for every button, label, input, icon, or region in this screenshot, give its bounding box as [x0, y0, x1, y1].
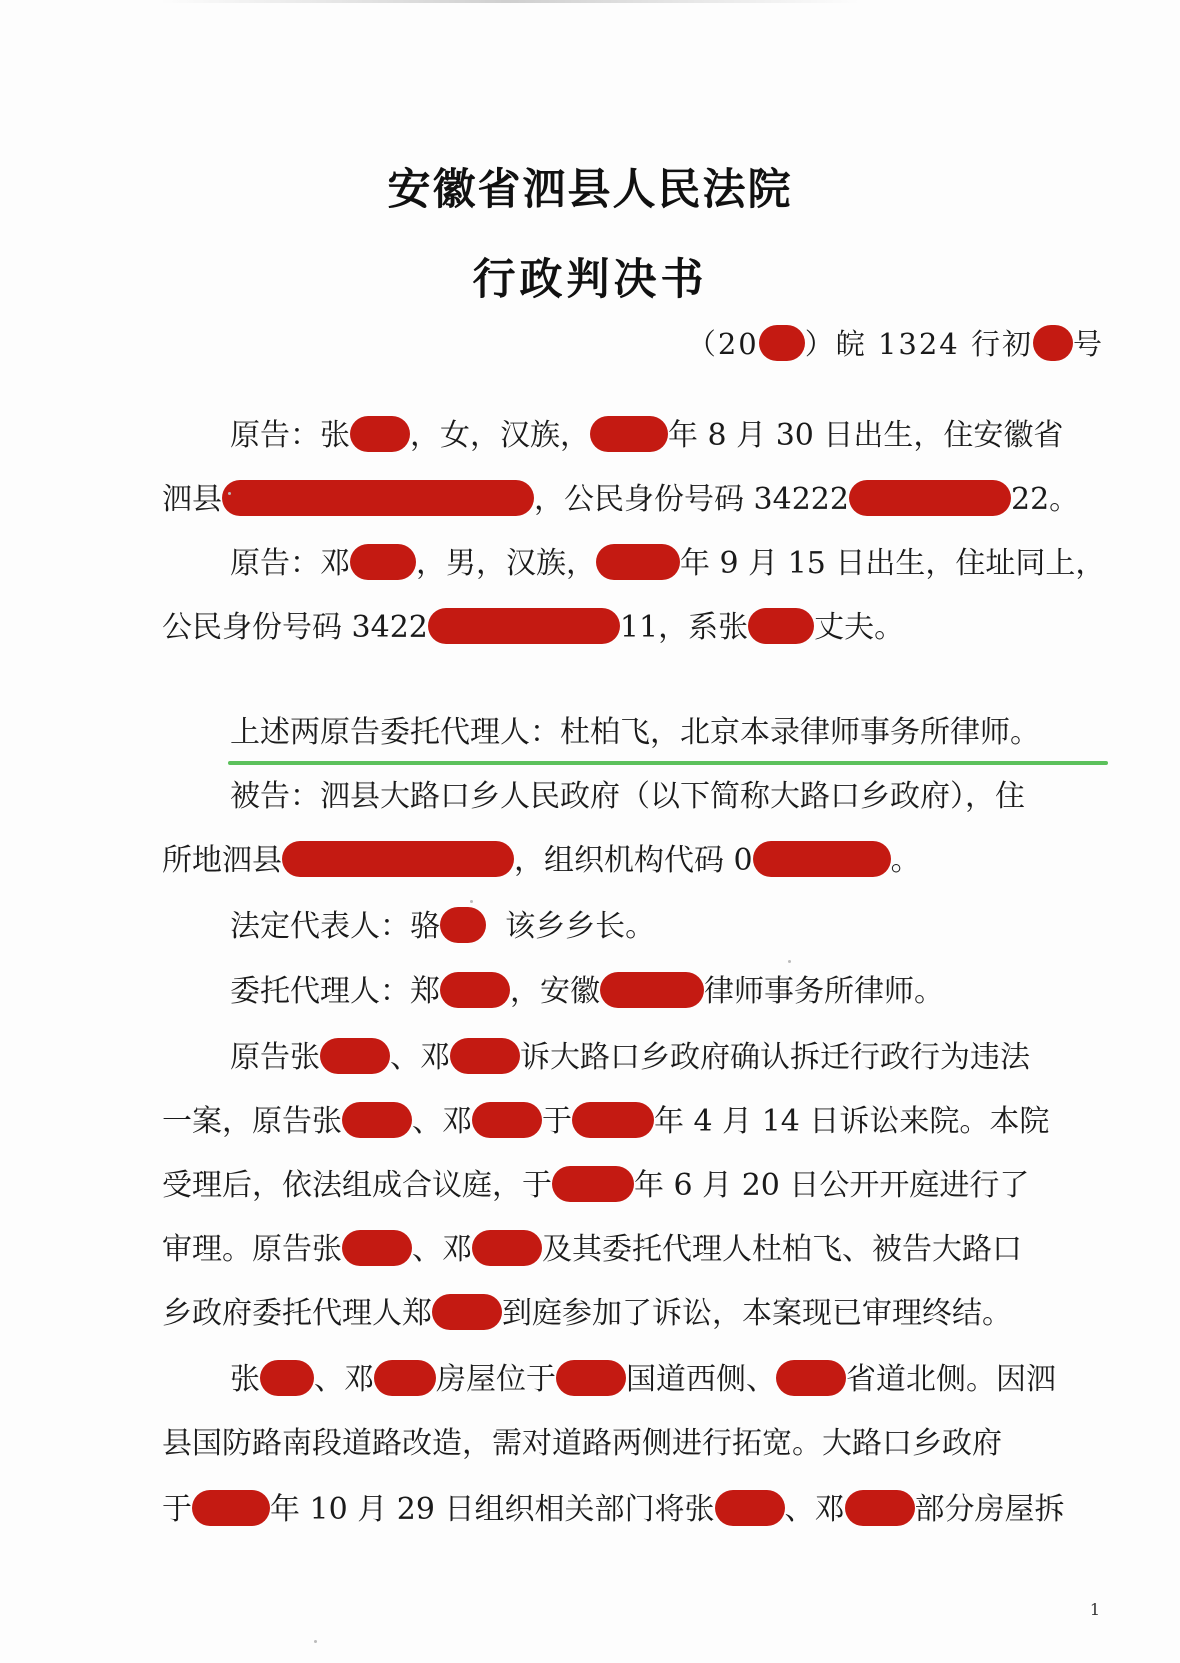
text: 国道西侧、	[626, 1362, 776, 1397]
text: 审理。原告张	[162, 1232, 342, 1267]
text: 诉大路口乡政府确认拆迁行政行为违法	[520, 1040, 1030, 1075]
text: 公民身份号码 3422	[162, 610, 428, 645]
text: 县国防路南段道路改造，需对道路两侧进行拓宽。大路口乡政府	[162, 1426, 1002, 1461]
text: 年 9 月 15 日出生，住址同上，	[680, 546, 1106, 581]
text: 11，系张	[619, 610, 749, 645]
case-number-suffix: 号	[1072, 327, 1104, 361]
plaintiff-2-line-2	[162, 607, 904, 649]
redaction-mark	[342, 1102, 412, 1138]
defendant-agent-line	[230, 971, 944, 1013]
text: 、邓	[412, 1104, 472, 1139]
facts-line-2	[162, 1423, 1002, 1465]
redaction-mark	[222, 480, 534, 516]
redaction-mark	[282, 841, 514, 877]
redaction-mark	[320, 1038, 390, 1074]
text: 该乡乡长。	[505, 909, 656, 944]
redaction-mark	[590, 416, 668, 452]
text: 于	[542, 1104, 572, 1139]
text: 省道北侧。因泗	[846, 1362, 1056, 1397]
redaction-mark	[572, 1102, 654, 1138]
highlight-underline	[228, 761, 1108, 765]
case-intro-line-2	[162, 1101, 1049, 1143]
case-intro-line-4	[162, 1229, 1022, 1271]
plaintiff-1-line-2	[162, 479, 1079, 521]
text: 原告：张	[230, 418, 350, 453]
redaction-mark	[715, 1490, 785, 1526]
scan-speck	[314, 1640, 317, 1643]
text: 律师事务所律师。	[704, 974, 944, 1009]
redaction-mark	[776, 1360, 846, 1396]
text: 、邓	[412, 1232, 472, 1267]
redaction-mark	[374, 1360, 436, 1396]
redaction-mark	[450, 1038, 520, 1074]
text: 房屋位于	[436, 1362, 556, 1397]
plaintiff-2-line-1	[230, 543, 1105, 585]
text: 丈夫。	[814, 610, 905, 645]
text: 原告：邓	[230, 546, 350, 581]
text: 22。	[1010, 482, 1080, 517]
redaction-mark	[260, 1360, 314, 1396]
document-type: 行政判决书	[472, 255, 708, 305]
redaction-mark	[849, 480, 1011, 516]
text: 法定代表人：骆	[230, 909, 440, 944]
text: 、邓	[390, 1040, 450, 1075]
scan-speck	[470, 900, 473, 903]
text: 到庭参加了诉讼，本案现已审理终结。	[502, 1296, 1012, 1331]
text: 上述两原告委托代理人：杜柏飞，北京本录律师事务所律师。	[230, 715, 1040, 750]
page-number: 1	[1089, 1600, 1100, 1619]
redaction-mark	[753, 841, 891, 877]
text: 年 6 月 20 日公开开庭进行了	[634, 1168, 1030, 1203]
scan-edge-artifact	[160, 0, 860, 3]
redaction-mark	[440, 907, 486, 943]
text: 受理后，依法组成合议庭，于	[162, 1168, 552, 1203]
redaction-mark	[600, 972, 704, 1008]
case-intro-line-5	[162, 1293, 1012, 1335]
text: 于	[162, 1492, 192, 1527]
redaction-mark	[440, 972, 510, 1008]
redaction-mark	[342, 1230, 412, 1266]
text: ，组织机构代码 0	[514, 843, 753, 878]
redaction-mark	[350, 544, 416, 580]
text: ，女，汉族，	[410, 418, 590, 453]
text: 、邓	[784, 1492, 845, 1527]
text: 张	[230, 1362, 260, 1397]
legal-representative-line	[230, 906, 655, 948]
redaction-mark	[845, 1490, 915, 1526]
redaction-mark	[748, 608, 814, 644]
redaction-mark	[759, 325, 805, 361]
redaction-mark	[552, 1166, 634, 1202]
text: 部分房屋拆	[914, 1492, 1065, 1527]
scan-speck	[788, 960, 791, 963]
text: 年 10 月 29 日组织相关部门将张	[270, 1492, 715, 1527]
text: ，安徽	[510, 974, 600, 1009]
court-name: 安徽省泗县人民法院	[387, 165, 793, 215]
text: 泗县	[162, 482, 222, 517]
facts-line-3	[162, 1489, 1065, 1531]
case-intro-line-1	[230, 1037, 1030, 1079]
text: 、邓	[314, 1362, 374, 1397]
case-number-prefix: （20	[686, 327, 759, 361]
text: 所地泗县	[162, 843, 282, 878]
redaction-mark	[432, 1294, 502, 1330]
redaction-mark	[192, 1490, 270, 1526]
redaction-mark	[1033, 325, 1073, 361]
redaction-mark	[472, 1102, 542, 1138]
redaction-mark	[428, 608, 620, 644]
text: 被告：泗县大路口乡人民政府（以下简称大路口乡政府），住	[230, 779, 1025, 814]
text: 年 4 月 14 日诉讼来院。本院	[654, 1104, 1050, 1139]
text: ，男，汉族，	[416, 546, 596, 581]
case-number	[687, 322, 1104, 364]
redaction-mark	[350, 416, 410, 452]
plaintiff-1-line-1	[230, 415, 1063, 457]
text: 。	[890, 843, 921, 878]
text: 一案，原告张	[162, 1104, 342, 1139]
scan-speck	[228, 492, 231, 495]
text: 原告张	[230, 1040, 320, 1075]
text: 及其委托代理人杜柏飞、被告大路口	[542, 1232, 1022, 1267]
redaction-mark	[556, 1360, 626, 1396]
plaintiffs-agent-line	[230, 712, 1040, 754]
facts-line-1	[230, 1359, 1056, 1401]
text: 委托代理人：郑	[230, 974, 440, 1009]
redaction-mark	[472, 1230, 542, 1266]
defendant-line-2	[162, 840, 921, 882]
redaction-mark	[596, 544, 680, 580]
case-intro-line-3	[162, 1165, 1029, 1207]
text: 乡政府委托代理人郑	[162, 1296, 432, 1331]
defendant-line-1	[230, 776, 1025, 818]
text: 年 8 月 30 日出生，住安徽省	[668, 418, 1064, 453]
case-number-mid: ）皖 1324 行初	[804, 327, 1033, 361]
text: ，公民身份号码 34222	[534, 482, 849, 517]
